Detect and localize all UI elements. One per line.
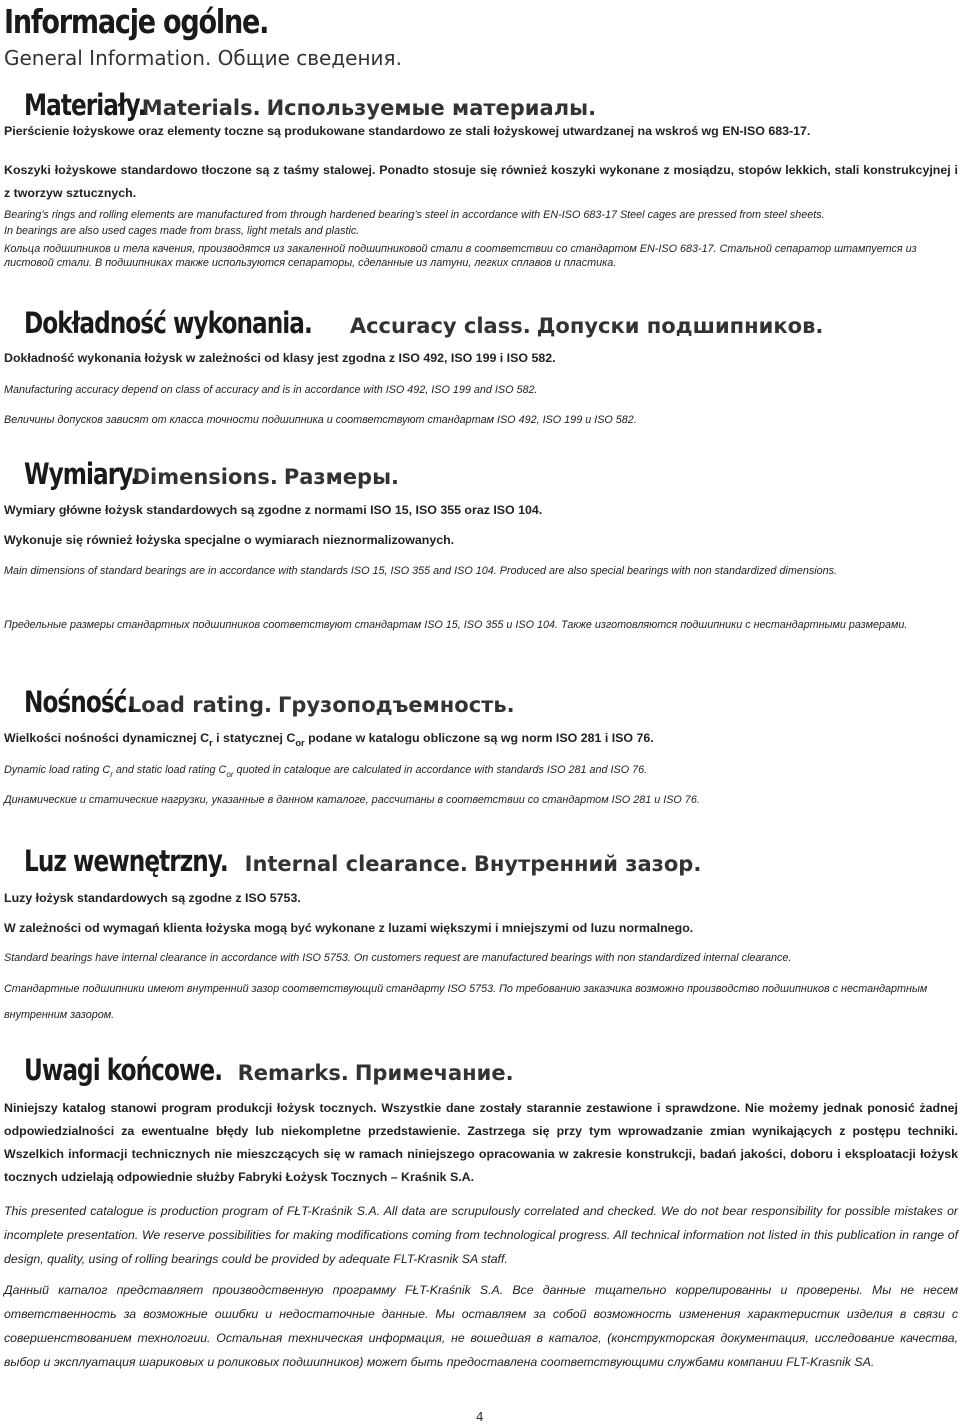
clearance-pl-1: Luzy łożysk standardowych są zgodne z ISO 5753. [4,891,301,905]
accuracy-en: Manufacturing accuracy depend on class of accuracy and is in accordance with ISO 492, ISO 199 and ISO 582. [4,384,538,396]
heading-ru: Допуски подшипников. [536,314,824,338]
heading-en: Internal clearance. [244,852,468,876]
accuracy-pl: Dokładność wykonania łożysk w zależności od klasy jest zgodna z ISO 492, ISO 199 i ISO 582. [4,351,556,365]
remarks-en: This presented catalogue is production program of FŁT-Kraśnik S.A. All data are scrupulously correlated and checked. We do not bear responsibility for possible mistakes or incomplete presentation. We reserve possibilities for making modifications coming from technological progress. All technical information not listed in this publication in range of design, quality, using of rolling bearings could be provided by adequate FLT-Krasnik SA staff. [4,1204,958,1266]
heading-ru: Примечание. [354,1061,514,1085]
page-number: 4 [476,1410,484,1424]
heading-en: Remarks. [237,1061,349,1085]
materials-en-2: In bearings are also used cages made from brass, light metals and plastic. [4,225,360,237]
load-pl: Wielkości nośności dynamicznej $C_r$ i statycznej $C_{or}$ podane w katalogu obliczone są wg norm ISO 281 i ISO 76. [4,731,654,748]
dimensions-pl-2: Wykonuje się również łożyska specjalne o wymiarach nieznormalizowanych. [4,533,455,547]
heading-en: Materials. [141,96,261,120]
section-heading-materials [24,88,596,122]
accuracy-ru: Величины допусков зависят от класса точности подшипника и соответствуют стандартам ISO 492, ISO 199 и ISO 582. [4,414,637,426]
clearance-en: Standard bearings have internal clearance in accordance with ISO 5753. On customers request are manufactured bearings with non standardized internal clearance. [4,952,792,964]
heading-ru: Используемые материалы. [266,96,597,120]
section-heading-accuracy [24,306,823,340]
section-heading-internal-clearance [24,844,701,878]
heading-pl: Luz wewnętrzny. [24,844,228,878]
dimensions-en: Main dimensions of standard bearings are in accordance with standards ISO 15, ISO 355 and ISO 104. Produced are also special bearings with non standardized dimensions. [4,565,838,577]
clearance-ru: Стандартные подшипники имеют внутренний зазор соответствующий стандарту ISO 5753. По требованию заказчика возможно производство подшипников с нестандартным внутренним зазором. [4,983,928,1021]
dimensions-pl-1: Wymiary główne łożysk standardowych są zgodne z normami ISO 15, ISO 355 oraz ISO 104. [4,503,543,517]
heading-ru: Внутренний зазор. [473,852,702,876]
page-title: Informacje ogólne. [4,2,269,41]
heading-pl: Nośność. [24,685,135,719]
clearance-pl-2: W zależności od wymagań klienta łożyska mogą być wykonane z luzami większymi i mniejszymi od luzu normalnego. [4,921,694,935]
page-subtitle: General Information. Общие сведения. [4,46,402,70]
materials-ru: Кольца подшипников и тела качения, производятся из закаленной подшипниковой стали в соответствии со стандартом EN-ISO 683-17. Стальной сепаратор штампуется из листовой стали. В подшипниках также используются сепараторы, сделанные из латуни, легких сплавов и пластика. [4,243,917,269]
heading-en: Load rating. [127,693,272,717]
heading-pl: Dokładność wykonania. [24,306,312,340]
heading-ru: Размеры. [283,465,400,489]
remarks-pl: Niniejszy katalog stanowi program produkcji łożysk tocznych. Wszystkie dane zostały starannie zestawione i sprawdzone. Nie możemy jednak ponosić żadnej odpowiedzialności za ewentualne błędy lub niekompletne przedstawienie. Zastrzega się przy tym wprowadzanie zmian wynikających z postępu techniki. Wszelkich informacji technicznych nie mieszczących się w ramach niniejszego opracowania w zakresie konstrukcji, badań jakości, doboru i eksploatacji łożysk tocznych udzielają odpowiednie służby Fabryki Łożysk Tocznych – Kraśnik S.A. [4,1101,958,1184]
materials-en-1: Bearing’s rings and rolling elements are manufactured from through hardened bearing’s steel in accordance with EN-ISO 683-17 Steel cages are pressed from steel sheets. [4,209,825,221]
section-heading-dimensions [24,457,399,491]
load-en: Dynamic load rating $C_r$ and static load rating $C_{or}$ quoted in cataloque are calculated in accordance with standards ISO 281 and ISO 76. [4,764,648,779]
heading-pl: Wymiary. [24,457,139,491]
heading-pl: Materiały. [24,88,146,122]
dimensions-ru: Предельные размеры стандартных подшипников соответствуют стандартам ISO 15, ISO 355 и ISO 104. Также изготовляются подшипники с нестандартными размерами. [4,619,908,631]
load-ru: Динамические и статические нагрузки, указанные в данном каталоге, рассчитаны в соответствии со стандартом ISO 281 и ISO 76. [4,794,700,806]
materials-pl-2: Koszyki łożyskowe standardowo tłoczone są z taśmy stalowej. Ponadto stosuje się również koszyki wykonane z mosiądzu, stopów lekkich, stali konstrukcyjnej i z tworzyw sztucznych. [4,163,958,200]
section-heading-remarks [24,1053,514,1087]
heading-en: Accuracy class. [349,314,531,338]
heading-ru: Грузоподъемность. [277,693,515,717]
remarks-ru: Данный каталог представляет производственную программу FŁT-Kraśnik S.A. Все данные тщательно коррелированны и проверены. Мы не несем ответственность за возможные ошибки и недостаточные данные. Мы оставляем за собой возможность изменения характеристик изделия в связи с совершенствованием технологии. Остальная техническая информация, не вошедшая в каталог, (конструкторская документация, исследование качества, выбор и эксплуатация шариковых и роликовых подшипников) может быть предоставлена соответствующими службами компании FLT-Krasnik SA. [4,1283,958,1369]
heading-en: Dimensions. [132,465,278,489]
section-heading-load-rating [24,685,515,719]
heading-pl: Uwagi końcowe. [24,1053,223,1087]
materials-pl-1: Pierścienie łożyskowe oraz elementy toczne są produkowane standardowo ze stali łożyskowej utwardzanej na wskroś wg EN-ISO 683-17. [4,124,811,138]
